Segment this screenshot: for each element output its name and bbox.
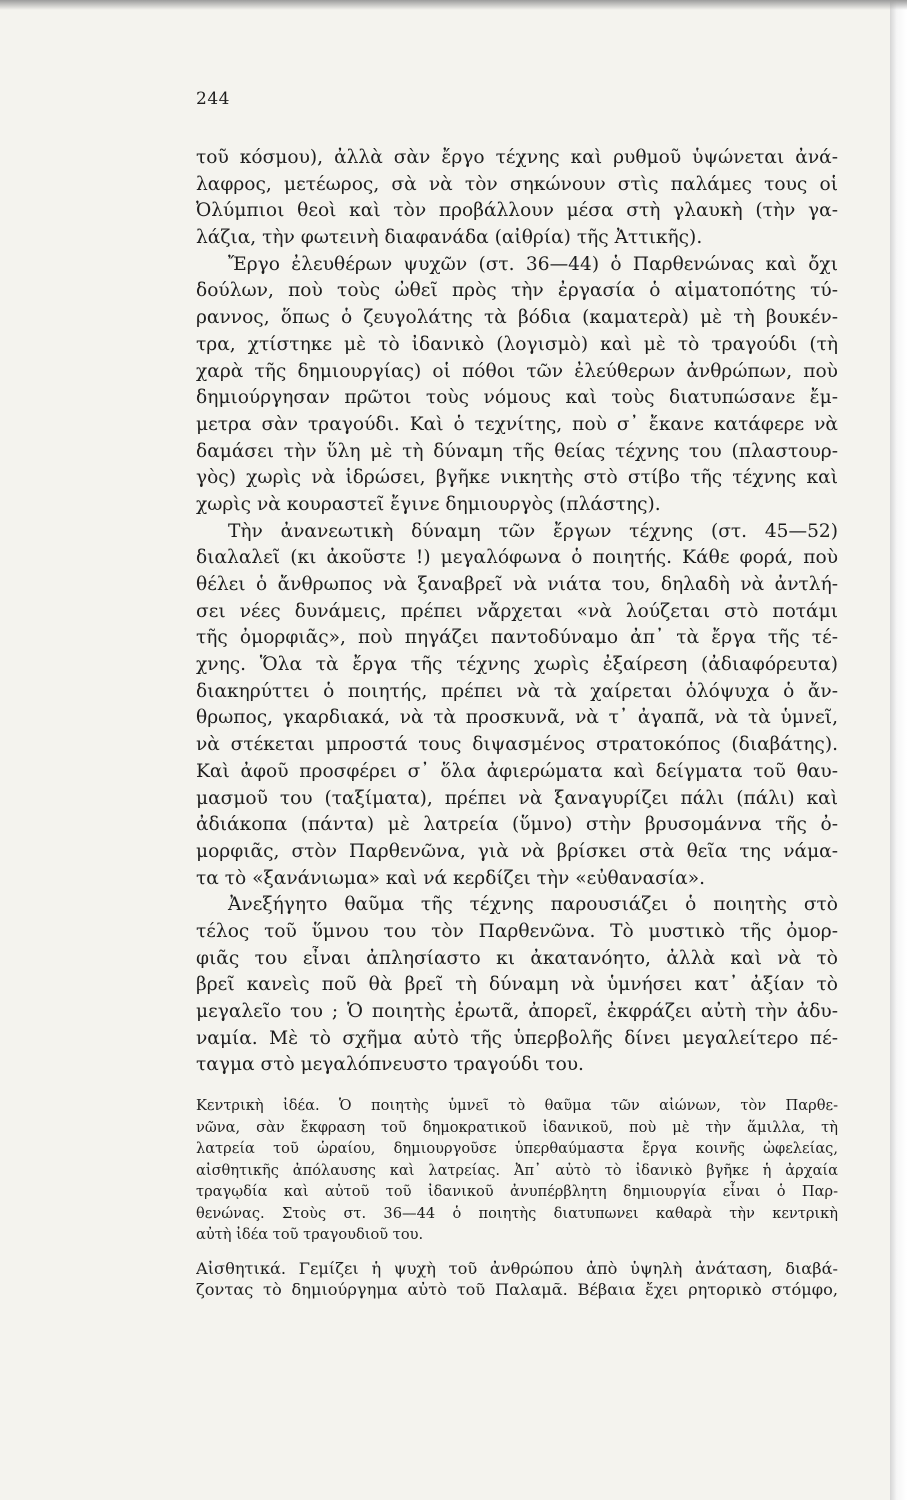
note-line: ζοντας τὸ δημιούργημα αὐτὸ τοῦ Παλαμᾶ. Βέβαια ἔχει ρητορικὸ στόμφο, (196, 1280, 838, 1300)
body-line: τοῦ κόσμου), ἀλλὰ σὰν ἔργο τέχνης καὶ ρυθμοῦ ὑψώνεται ἀνά- (196, 147, 838, 168)
body-line: σει νέες δυνάμεις, πρέπει νἄρχεται «νὰ λούζεται στὸ ποτάμι (196, 600, 838, 622)
body-line: ραννος, ὅπως ὁ ζευγολάτης τὰ βόδια (καματερὰ) μὲ τὴ βουκέν- (196, 307, 838, 329)
body-line: Ἀνεξήγητο θαῦμα τῆς τέχνης παρουσιάζει ὁ ποιητὴς στὸ (228, 894, 838, 916)
body-line: Καὶ ἀφοῦ προσφέρει σ᾽ ὅλα ἀφιερώματα καὶ δείγματα τοῦ θαυ- (196, 760, 838, 782)
body-line: Ἔργο ἐλευθέρων ψυχῶν (στ. 36—44) ὁ Παρθενώνας καὶ ὄχι (228, 253, 838, 275)
body-line: χνης. Ὅλα τὰ ἔργα τῆς τέχνης χωρὶς ἐξαίρεση (ἀδιαφόρευτα) (196, 654, 838, 676)
body-line: λαφρος, μετέωρος, σὰ νὰ τὸν σηκώνουν στὶς παλάμες τους οἱ (196, 173, 838, 195)
body-line: λάζια, τὴν φωτεινὴ διαφανάδα (αἰθρία) τῆς Ἀττικῆς). (196, 227, 703, 249)
body-line: τῆς ὀμορφιᾶς», ποὺ πηγάζει παντοδύναμο ἀπ᾽ τὰ ἔργα τῆς τέ- (196, 627, 838, 649)
body-line: γὸς) χωρὶς νὰ ἱδρώσει, βγῆκε νικητὴς στὸ στίβο τῆς τέχνης καὶ (196, 467, 838, 489)
body-line: τα τὸ «ξανάνιωμα» καὶ νά κερδίζει τὴν «εὐθανασία». (196, 867, 705, 889)
body-line: φιᾶς του εἶναι ἀπλησίαστο κι ἀκατανόητο, ἀλλὰ καὶ νὰ τὸ (196, 947, 838, 969)
main-text (196, 145, 838, 1301)
body-line: διαλαλεῖ (κι ἀκοῦστε !) μεγαλόφωνα ὁ ποιητής. Κάθε φορά, ποὺ (196, 547, 838, 569)
body-line: δημιούργησαν πρῶτοι τοὺς νόμους καὶ τοὺς διατυπώσανε ἔμ- (196, 387, 838, 409)
body-line: χωρὶς νὰ κουραστεῖ ἔγινε δημιουργὸς (πλάστης). (196, 493, 661, 515)
body-line: δούλων, ποὺ τοὺς ὠθεῖ πρὸς τὴν ἐργασία ὁ αἱματοπότης τύ- (196, 280, 838, 302)
body-line: διακηρύττει ὁ ποιητής, πρέπει νὰ τὰ χαίρεται ὁλόψυχα ὁ ἄν- (196, 680, 838, 702)
body-line: θρωπος, γκαρδιακά, νὰ τὰ προσκυνᾶ, νὰ τ᾽ ἀγαπᾶ, νὰ τὰ ὑμνεῖ, (196, 707, 838, 729)
section-gap (196, 1079, 838, 1095)
body-line: χαρὰ τῆς δημιουργίας) οἱ πόθοι τῶν ἐλεύθερων ἀνθρώπων, ποὺ (196, 360, 838, 382)
note-line: νῶνα, σὰν ἔκφραση τοῦ δημοκρατικοῦ ἰδανικοῦ, ποὺ μὲ τὴν ἅμιλλα, τὴ (196, 1118, 838, 1136)
page-edge-shadow (890, 0, 907, 1500)
body-line: μασμοῦ του (ταξίματα), πρέπει νὰ ξαναγυρίζει πάλι (πάλι) καὶ (196, 787, 838, 809)
body-line: θέλει ὁ ἄνθρωπος νὰ ξαναβρεῖ νὰ νιάτα του, δηλαδὴ νὰ ἀντλή- (196, 574, 838, 595)
body-line: τρα, χτίστηκε μὲ τὸ ἰδανικὸ (λογισμὸ) καὶ μὲ τὸ τραγούδι (τὴ (196, 333, 838, 355)
note-line: Κεντρικὴ ἰδέα. Ὁ ποιητὴς ὑμνεῖ τὸ θαῦμα τῶν αἰώνων, τὸν Παρθε- (196, 1097, 838, 1115)
note-line: Αἰσθητικά. Γεμίζει ἡ ψυχὴ τοῦ ἀνθρώπου ἀπὸ ὑψηλὴ ἀνάταση, διαβά- (196, 1258, 838, 1278)
body-line: τέλος τοῦ ὕμνου του τὸν Παρθενῶνα. Τὸ μυστικὸ τῆς ὀμορ- (196, 920, 838, 942)
body-line: μετρα σὰν τραγούδι. Καὶ ὁ τεχνίτης, ποὺ σ᾽ ἔκανε κατάφερε νὰ (196, 413, 838, 435)
body-line: ταγμα στὸ μεγαλόπνευστο τραγούδι του. (196, 1054, 584, 1076)
body-line: ἀδιάκοπα (πάντα) μὲ λατρεία (ὕμνο) στὴν βρυσομάννα τῆς ὀ- (196, 814, 838, 836)
body-line: Ὀλύμπιοι θεοὶ καὶ τὸν προβάλλουν μέσα στὴ γλαυκὴ (τὴν γα- (196, 200, 838, 222)
top-scan-shadow (0, 0, 907, 10)
note-line: θενώνας. Στοὺς στ. 36—44 ὁ ποιητὴς διατυπωνει καθαρὰ τὴν κεντρικὴ (196, 1204, 838, 1222)
body-line: ναμία. Μὲ τὸ σχῆμα αὐτὸ τῆς ὑπερβολῆς δίνει μεγαλείτερο πέ- (196, 1027, 838, 1049)
note-line: λατρεία τοῦ ὡραίου, δημιουργοῦσε ὑπερθαύμαστα ἔργα κοινῆς ὠφελείας, (196, 1140, 838, 1158)
body-line: Τὴν ἀνανεωτικὴ δύναμη τῶν ἔργων τέχνης (στ. 45—52) (228, 520, 838, 542)
body-line: μεγαλεῖο του ; Ὁ ποιητὴς ἐρωτᾶ, ἀπορεῖ, ἐκφράζει αὐτὴ τὴν ἀδυ- (196, 1001, 838, 1022)
body-line: νὰ στέκεται μπροστά τους διψασμένος στρατοκόπος (διαβάτης). (196, 734, 838, 756)
note-line: αὐτὴ ἰδέα τοῦ τραγουδιοῦ του. (196, 1226, 424, 1244)
body-line: δαμάσει τὴν ὕλη μὲ τὴ δύναμη τῆς θείας τέχνης του (πλαστουρ- (196, 440, 838, 462)
page-number: 244 (196, 89, 230, 109)
note-line: τραγῳδία καὶ αὐτοῦ τοῦ ἰδανικοῦ ἀνυπέρβλητη δημιουργία εἶναι ὁ Παρ- (196, 1183, 838, 1201)
body-line: μορφιᾶς, στὸν Παρθενῶνα, γιὰ νὰ βρίσκει στὰ θεῖα της νάμα- (196, 840, 838, 862)
note-line: αἰσθητικῆς ἀπόλαυσης καὶ λατρείας. Ἀπ᾽ αὐτὸ τὸ ἰδανικὸ βγῆκε ἡ ἀρχαία (196, 1161, 838, 1179)
body-line: βρεῖ κανεὶς ποῦ θὰ βρεῖ τὴ δύναμη νὰ ὑμνήσει κατ᾽ ἀξίαν τὸ (196, 974, 838, 996)
